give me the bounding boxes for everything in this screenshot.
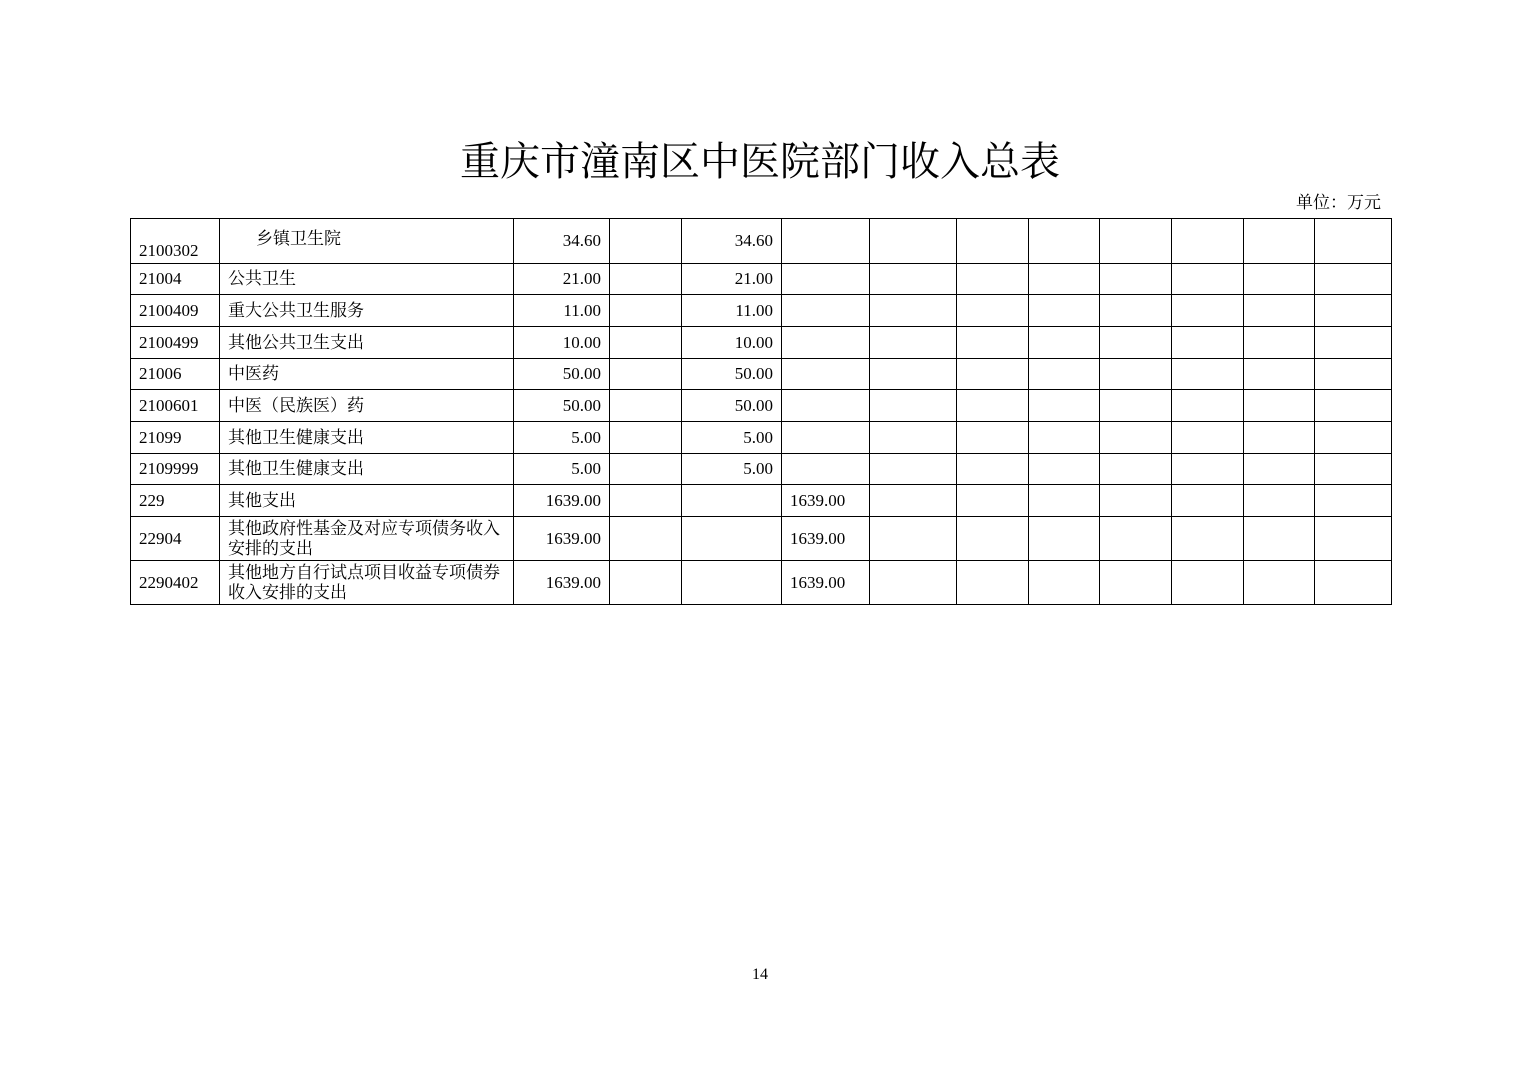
row-cell [1244,390,1315,422]
row-cell [1100,390,1172,422]
row-cell [1244,295,1315,327]
row-cell [957,295,1029,327]
row-total: 5.00 [514,422,610,454]
table-row [131,359,1392,390]
row-cell [870,295,957,327]
row-cell [610,219,682,264]
row-cell: 50.00 [682,359,782,390]
row-cell [1244,219,1315,264]
row-name: 其他支出 [220,485,514,517]
row-cell [1244,327,1315,359]
row-total: 1639.00 [514,485,610,517]
row-code: 2290402 [131,561,220,605]
row-cell [870,219,957,264]
row-code: 21099 [131,422,220,454]
row-cell [1315,422,1392,454]
page-title: 重庆市潼南区中医院部门收入总表 [460,139,1060,185]
row-cell [1172,219,1244,264]
row-cell [957,422,1029,454]
row-cell [1100,422,1172,454]
row-cell [870,422,957,454]
row-cell [1029,264,1100,295]
row-total: 10.00 [514,327,610,359]
row-cell [1100,561,1172,605]
table-row [131,219,1392,264]
row-cell [782,422,870,454]
row-total: 50.00 [514,359,610,390]
row-cell [1244,454,1315,485]
row-total: 21.00 [514,264,610,295]
row-cell [610,359,682,390]
row-cell [1100,219,1172,264]
row-cell [1029,219,1100,264]
row-cell [870,359,957,390]
table-row [131,264,1392,295]
row-name: 其他政府性基金及对应专项债务收入安排的支出 [220,517,514,561]
row-cell [1244,561,1315,605]
row-cell [1100,454,1172,485]
row-cell: 34.60 [682,219,782,264]
row-cell [1029,422,1100,454]
row-cell [1100,295,1172,327]
row-cell [870,454,957,485]
row-name: 中医药 [220,359,514,390]
row-cell [957,390,1029,422]
row-cell [1315,264,1392,295]
row-cell [1029,485,1100,517]
row-cell [870,485,957,517]
row-total: 1639.00 [514,517,610,561]
row-code: 2100302 [131,219,220,264]
row-cell [1029,517,1100,561]
row-name: 其他公共卫生支出 [220,327,514,359]
row-cell [610,561,682,605]
row-cell: 50.00 [682,390,782,422]
row-total: 34.60 [514,219,610,264]
row-cell [610,485,682,517]
row-cell [1315,327,1392,359]
row-code: 2100601 [131,390,220,422]
row-cell [782,219,870,264]
row-cell [1244,517,1315,561]
row-cell [1029,295,1100,327]
row-cell [610,390,682,422]
row-cell [870,517,957,561]
row-cell [782,264,870,295]
page-number: 14 [752,966,768,983]
table-row [131,327,1392,359]
row-cell [1244,264,1315,295]
row-total: 1639.00 [514,561,610,605]
row-code: 21006 [131,359,220,390]
row-cell [1172,390,1244,422]
row-cell [1315,359,1392,390]
row-cell [782,295,870,327]
row-cell [957,264,1029,295]
row-code: 21004 [131,264,220,295]
row-cell [1172,517,1244,561]
row-cell [1244,359,1315,390]
row-cell [610,264,682,295]
row-cell [1172,327,1244,359]
row-cell [682,561,782,605]
row-cell [1172,454,1244,485]
row-total: 11.00 [514,295,610,327]
row-cell: 21.00 [682,264,782,295]
row-cell [1315,295,1392,327]
row-cell: 5.00 [682,422,782,454]
row-cell [1029,561,1100,605]
row-cell [1100,264,1172,295]
row-cell [1172,264,1244,295]
row-cell: 5.00 [682,454,782,485]
row-cell [782,359,870,390]
row-cell: 1639.00 [782,485,870,517]
row-cell [1029,454,1100,485]
row-cell [682,517,782,561]
row-cell [610,454,682,485]
row-name: 其他卫生健康支出 [220,422,514,454]
row-cell [610,327,682,359]
row-cell [1315,485,1392,517]
row-cell [870,390,957,422]
income-table [130,218,1392,605]
row-cell [957,327,1029,359]
row-name: 其他地方自行试点项目收益专项债券收入安排的支出 [220,561,514,605]
row-cell [1172,485,1244,517]
row-cell: 1639.00 [782,517,870,561]
table-row [131,561,1392,605]
row-name: 重大公共卫生服务 [220,295,514,327]
row-cell [1315,517,1392,561]
row-cell [782,390,870,422]
row-code: 2100499 [131,327,220,359]
row-cell [1100,359,1172,390]
table-row [131,485,1392,517]
row-code: 22904 [131,517,220,561]
table-row [131,517,1392,561]
table-row [131,390,1392,422]
row-cell [782,454,870,485]
row-name: 乡镇卫生院 [220,219,514,264]
row-total: 5.00 [514,454,610,485]
row-cell [1315,219,1392,264]
table-row [131,422,1392,454]
row-name: 其他卫生健康支出 [220,454,514,485]
row-cell [610,517,682,561]
row-cell [957,219,1029,264]
row-cell [1029,327,1100,359]
row-cell [610,295,682,327]
row-cell: 1639.00 [782,561,870,605]
row-name: 公共卫生 [220,264,514,295]
row-cell [1172,295,1244,327]
row-cell [957,517,1029,561]
row-cell [610,422,682,454]
unit-label: 单位：万元 [1296,193,1381,212]
row-cell [782,327,870,359]
row-cell [1172,561,1244,605]
table-row [131,454,1392,485]
row-cell [870,264,957,295]
row-cell [1244,485,1315,517]
row-cell [1172,422,1244,454]
row-cell [870,561,957,605]
row-cell [957,359,1029,390]
table-row [131,295,1392,327]
row-cell [1315,561,1392,605]
row-cell [1315,390,1392,422]
row-cell: 11.00 [682,295,782,327]
row-cell [1100,327,1172,359]
row-cell [1029,359,1100,390]
row-cell [682,485,782,517]
row-cell [1100,517,1172,561]
row-cell [957,454,1029,485]
row-name: 中医（民族医）药 [220,390,514,422]
row-cell [957,485,1029,517]
row-cell [1244,422,1315,454]
row-cell [1100,485,1172,517]
row-code: 2100409 [131,295,220,327]
row-code: 229 [131,485,220,517]
row-code: 2109999 [131,454,220,485]
row-cell [1315,454,1392,485]
row-cell [1029,390,1100,422]
row-total: 50.00 [514,390,610,422]
row-cell [957,561,1029,605]
row-cell [870,327,957,359]
row-cell [1172,359,1244,390]
row-cell: 10.00 [682,327,782,359]
